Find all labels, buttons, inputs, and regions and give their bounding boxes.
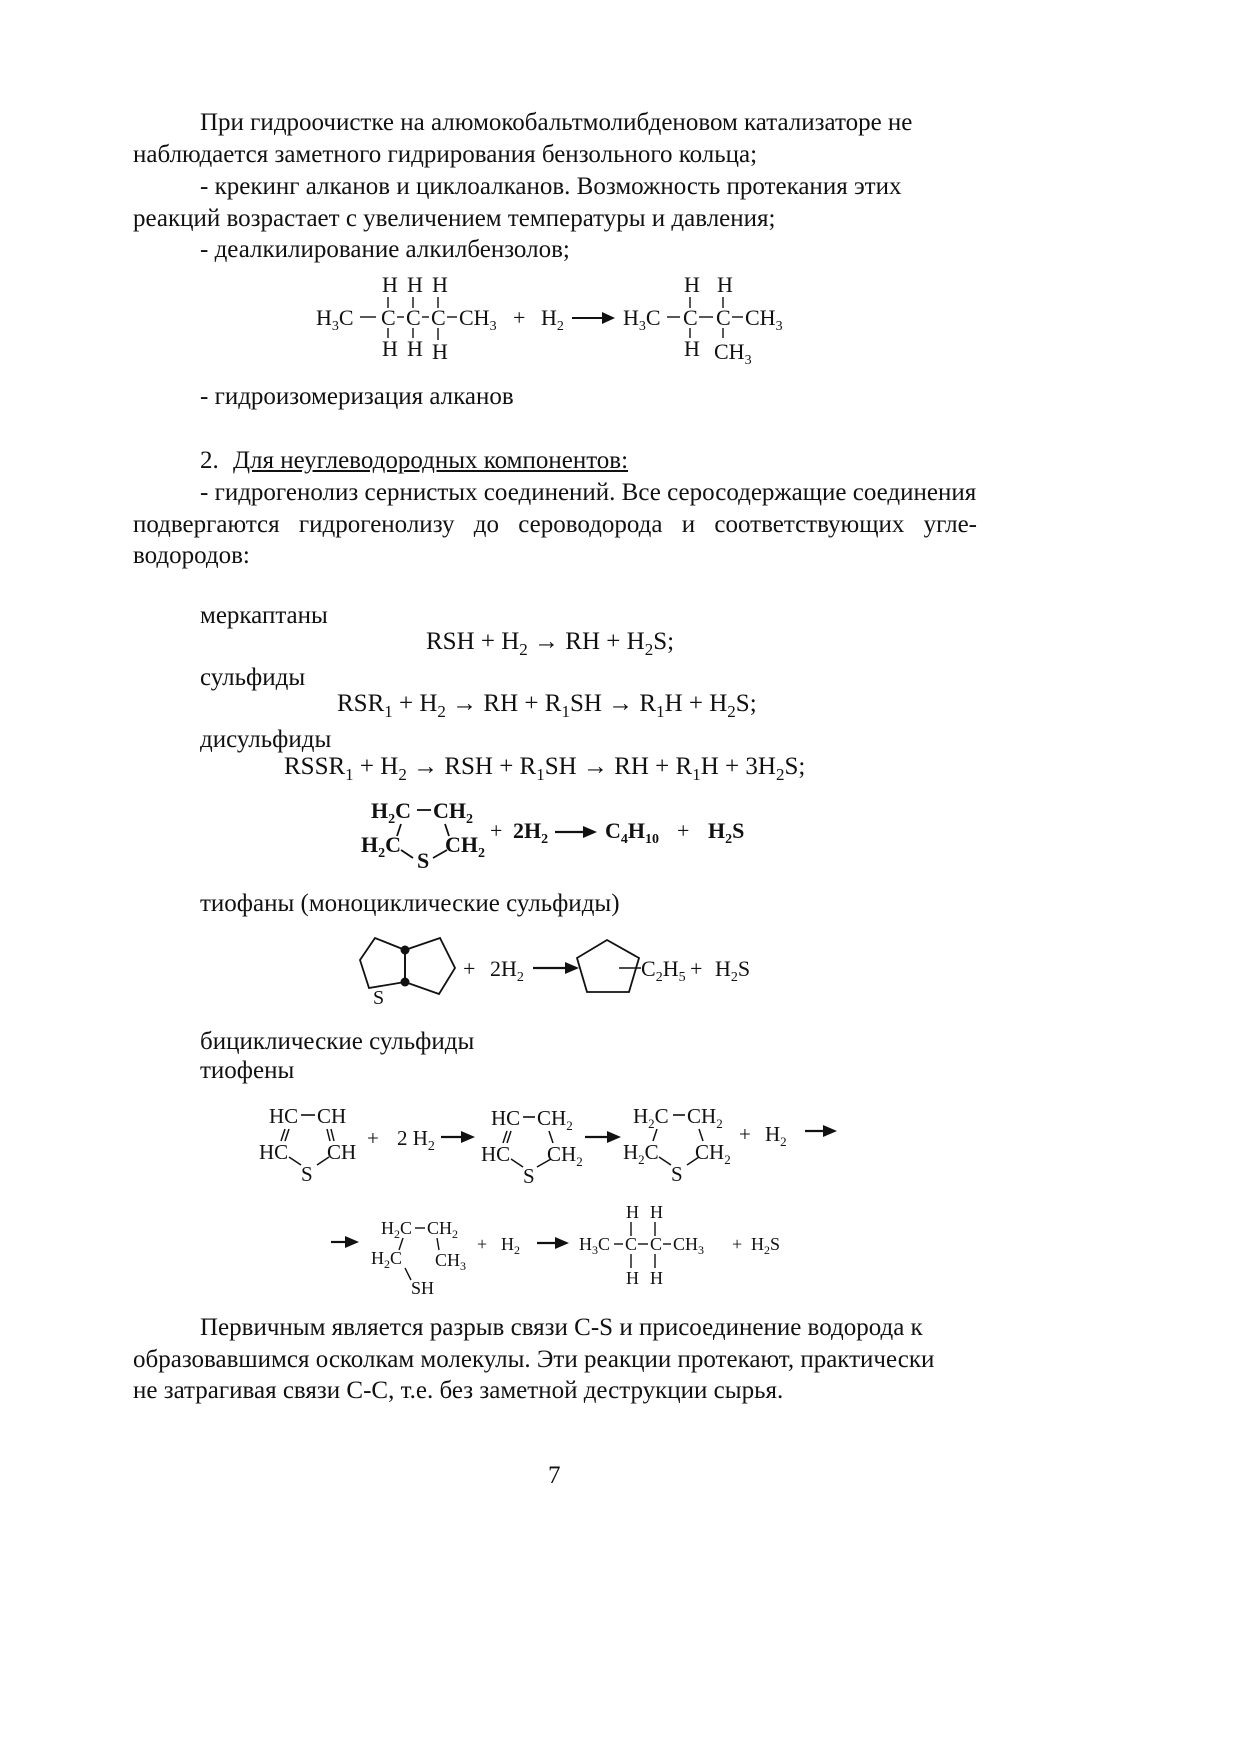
scheme-label: $H_2C$ — [361, 832, 402, 861]
scheme-label: $H_2C$ — [371, 798, 412, 827]
label-thiophenes: тиофены — [200, 1057, 295, 1084]
scheme-label: C — [683, 305, 698, 330]
scheme-label: CH — [327, 1140, 357, 1164]
scheme-label: + — [739, 1122, 751, 1146]
scheme-thiophene-row1 — [255, 1095, 855, 1190]
scheme-label: C — [431, 305, 446, 330]
equation-sulfides: $RSR_1 + H_2$ → RH + $R_1SH \to R_1H + H_2S$; — [337, 690, 757, 721]
scheme-label: $H_2S$ — [708, 818, 745, 847]
scheme-label: + — [490, 818, 503, 843]
paragraph-2-line-2: реакций возрастает с увеличением температуры и давления; — [133, 205, 776, 232]
paragraph-1-line-1: При гидроочистке на алюмокобальтмолибденовом катализаторе не — [200, 109, 913, 136]
scheme-label: + — [477, 1234, 488, 1254]
scheme-label: H — [684, 336, 700, 361]
scheme-label: 2 $H_2$ — [397, 1126, 435, 1154]
scheme-label: C — [406, 305, 421, 330]
scheme-label: + — [463, 956, 476, 981]
scheme-label: $H_3C$ — [623, 305, 661, 334]
scheme-label: $CH_2$ — [687, 1104, 723, 1131]
page-number: 7 — [548, 1462, 561, 1489]
paragraph-4: - гидроизомеризация алканов — [200, 383, 514, 410]
scheme-label: $H_3C$ — [579, 1234, 611, 1257]
scheme-label: H — [650, 1268, 663, 1288]
paragraph-6-line-1: Первичным является разрыв связи С-S и присоединение водорода к — [200, 1314, 923, 1341]
scheme-label: $CH_3$ — [714, 339, 752, 368]
scheme-label: $H_3C$ — [316, 305, 354, 334]
scheme-label: H — [407, 336, 423, 361]
scheme-label: H — [382, 272, 398, 297]
scheme-label: $H_2$ — [765, 1122, 787, 1149]
paragraph-6-line-3: не затрагивая связи С-С, т.е. без заметной деструкции сырья. — [133, 1377, 784, 1404]
section-title: Для неуглеводородных компонентов: — [233, 447, 629, 474]
scheme-label: H — [717, 272, 733, 297]
scheme-label: HC — [491, 1106, 521, 1130]
scheme-label: H — [650, 1202, 663, 1222]
scheme-label: H — [626, 1268, 639, 1288]
scheme-label: $CH_2$ — [445, 832, 485, 861]
equation-mercaptans: RSH + $H_2$ → RH + $H_2S$; — [426, 628, 675, 659]
scheme-label: $H_2C$ — [623, 1140, 659, 1167]
scheme-label: $CH_3$ — [459, 305, 497, 334]
scheme-label: C — [625, 1234, 638, 1254]
label-sulfides: сульфиды — [200, 664, 306, 691]
paragraph-6-line-2: образовавшимся осколкам молекулы. Эти реакции протекают, практически — [133, 1346, 935, 1373]
label-disulfides: дисульфиды — [200, 726, 332, 753]
scheme-label: + — [513, 305, 526, 330]
paragraph-5-line-3: водородов: — [133, 542, 250, 569]
scheme-label: $CH_3$ — [435, 1250, 467, 1273]
scheme-label: S — [373, 987, 385, 1009]
scheme-label: + — [677, 818, 690, 843]
label-mercaptans: меркаптаны — [200, 602, 328, 629]
section-heading — [200, 444, 628, 478]
label-bicyclic: бициклические сульфиды — [200, 1028, 475, 1055]
scheme-label: $H_2C$ — [633, 1104, 669, 1131]
scheme-label: S — [671, 1162, 683, 1186]
scheme-label: S — [523, 1164, 535, 1188]
paragraph-1-line-2: наблюдается заметного гидрирования бензольного кольца; — [133, 141, 758, 168]
scheme-label: $CH_2$ — [427, 1218, 459, 1241]
scheme-label: S — [301, 1162, 313, 1186]
scheme-bicyclic — [355, 930, 775, 1020]
paragraph-5-line-2: подвергаются гидрогенолизу до сероводорода и соответствующих угле- — [133, 511, 977, 538]
scheme-label: $H_2$ — [541, 305, 564, 334]
scheme-label: C — [381, 305, 396, 330]
scheme-label: HC — [259, 1140, 289, 1164]
equation-disulfides: $RSSR_1 + H_2$ → RSH + $R_1SH$ → RH + $R_1H + 3H_2S$; — [284, 753, 806, 784]
scheme-label: + — [732, 1234, 743, 1254]
scheme-label: HC — [481, 1142, 511, 1166]
scheme-label: H — [407, 272, 423, 297]
scheme-label: $CH_2$ — [547, 1142, 583, 1169]
scheme-thiophane — [355, 796, 775, 876]
scheme-label: $H_2$ — [501, 1234, 520, 1257]
section-number: 2. — [200, 447, 219, 474]
scheme-label: H — [382, 336, 398, 361]
scheme-label: $CH_2$ — [537, 1106, 573, 1133]
scheme-label: $CH_3$ — [673, 1234, 705, 1257]
scheme-label: $C_2H_5$ — [641, 956, 686, 985]
scheme-label: S — [417, 848, 430, 873]
paragraph-2-line-1: - крекинг алканов и циклоалканов. Возможность протекания этих — [200, 173, 902, 200]
scheme-label: $CH_3$ — [745, 305, 783, 334]
scheme-label: $H_2S$ — [751, 1234, 781, 1257]
scheme-label: HC — [269, 1104, 299, 1128]
paragraph-5-line-1: - гидрогенолиз сернистых соединений. Все серосодержащие соединения — [200, 479, 977, 506]
scheme-label: C — [716, 305, 731, 330]
scheme-label: $H_2C$ — [381, 1218, 413, 1241]
scheme-label: $C_4H_{10}$ — [605, 818, 660, 847]
scheme-label: $2H_2$ — [490, 956, 524, 985]
scheme-label: H — [432, 272, 448, 297]
scheme-label: $CH_2$ — [433, 798, 473, 827]
scheme-label: + — [690, 956, 703, 981]
scheme-label: $H_2C$ — [371, 1248, 403, 1271]
scheme-label: H — [432, 339, 448, 364]
scheme-thiophene-row2 — [325, 1198, 795, 1303]
label-thiophanes: тиофаны (моноциклические сульфиды) — [200, 890, 620, 917]
scheme-label: SH — [411, 1278, 435, 1298]
paragraph-3: - деалкилирование алкилбензолов; — [200, 236, 570, 263]
scheme-label: + — [367, 1126, 379, 1150]
scheme-label: $2H_2$ — [513, 818, 549, 847]
scheme-label: C — [650, 1234, 663, 1254]
scheme-label: H — [684, 272, 700, 297]
scheme-label: H — [626, 1202, 639, 1222]
scheme-label: $H_2S$ — [715, 956, 751, 985]
scheme-label: CH — [317, 1104, 347, 1128]
scheme-dealkylation — [310, 270, 810, 370]
scheme-label: $CH_2$ — [695, 1140, 731, 1167]
